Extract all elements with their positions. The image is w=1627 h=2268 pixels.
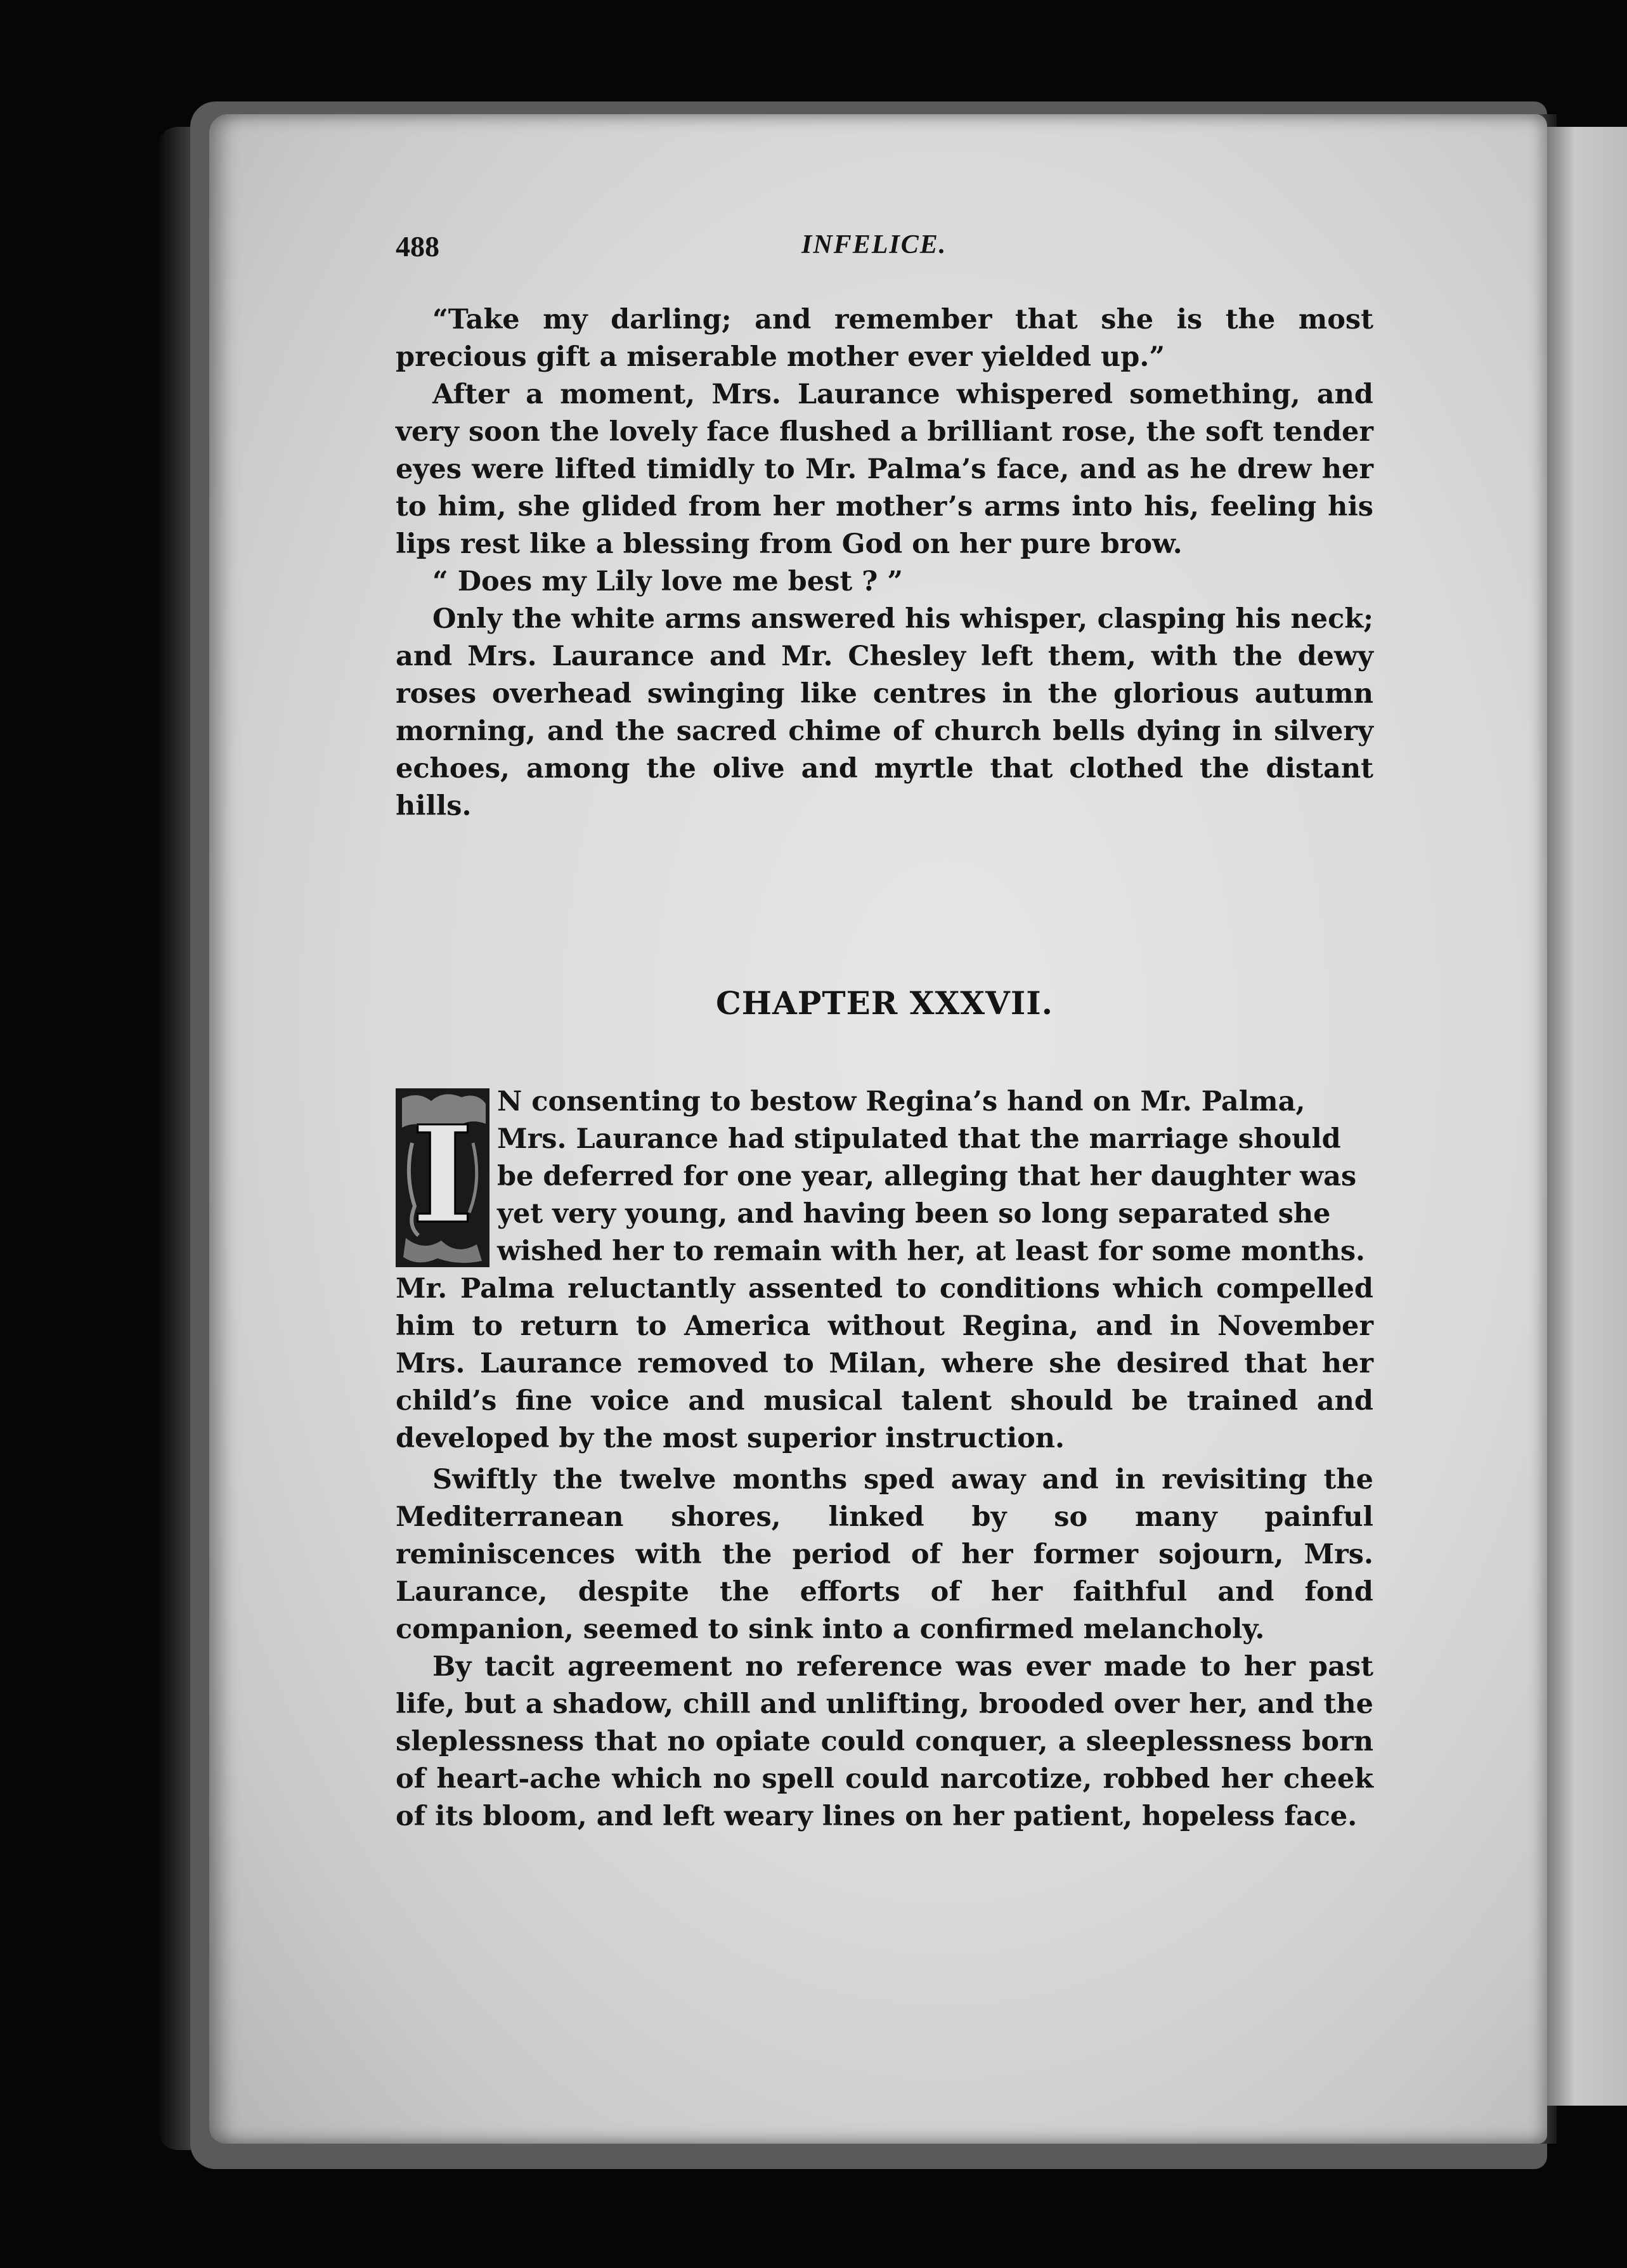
opening-line: Mrs. Laurance had stipulated that the marriage should [497,1123,1341,1155]
opening-line: yet very young, and having been so long separated she [497,1198,1331,1230]
chapter-opening-paragraph [396,1083,1373,1457]
paragraph: “Take my darling; and remember that she is the most precious gift a miserable mother ever yielded up.” [396,304,1373,373]
page-number: 488 [396,230,439,263]
paragraph: After a moment, Mrs. Laurance whispered something, and very soon the lovely face flushed a brilliant rose, the soft tender eyes were lifted timidly to Mr. Palma’s face, and as he drew her to him, she glided from her mother’s arms into his, feeling his lips rest like a blessing from God on her pure brow. [396,379,1373,560]
top-paragraphs [396,301,1373,825]
opening-line: N consenting to bestow Regina’s hand on Mr. Palma, [497,1086,1306,1118]
page-header [396,230,1600,268]
chapter-title: CHAPTER XXXVII. [715,984,1054,1022]
opening-line: be deferred for one year, alleging that her daughter was [497,1161,1357,1192]
adjacent-page-edge [1547,127,1627,2106]
running-head: INFELICE. [801,230,947,259]
opening-line: wished her to remain with her, at least for some months. [497,1235,1366,1267]
paragraph: By tacit agreement no reference was ever made to her past life, but a shadow, chill and unlifting, brooded over her, and the sleplessness that no opiate could conquer, a sleeplessness born of heart-ache which no spell could narcotize, robbed her cheek of its bloom, and left weary lines on her patient, hopeless face. [396,1651,1373,1832]
paragraph: “ Does my Lily love me best ? ” [432,566,904,597]
dropcap-letter: I [411,1097,474,1253]
bottom-paragraphs [396,1461,1373,1835]
paragraph: Only the white arms answered his whisper, clasping his neck; and Mrs. Laurance and Mr. Chesley left them, with the dewy roses overhead swinging like centres in the glorious autumn morning, and the sacred chime of church bells dying in silvery echoes, among the olive and myrtle that clothed the distant hills. [396,603,1373,822]
paragraph: Swiftly the twelve months sped away and in revisiting the Mediterranean shores, linked by so many painful reminiscences with the period of her former sojourn, Mrs. Laurance, despite the efforts of her faithful and fond companion, seemed to sink into a confirmed melancholy. [396,1464,1373,1645]
opening-rest: Mr. Palma reluctantly assented to conditions which compelled him to return to America without Regina, and in November Mrs. Laurance removed to Milan, where she desired that her child’s fine voice and musical talent should be trained and developed by the most superior instruction. [396,1273,1373,1454]
